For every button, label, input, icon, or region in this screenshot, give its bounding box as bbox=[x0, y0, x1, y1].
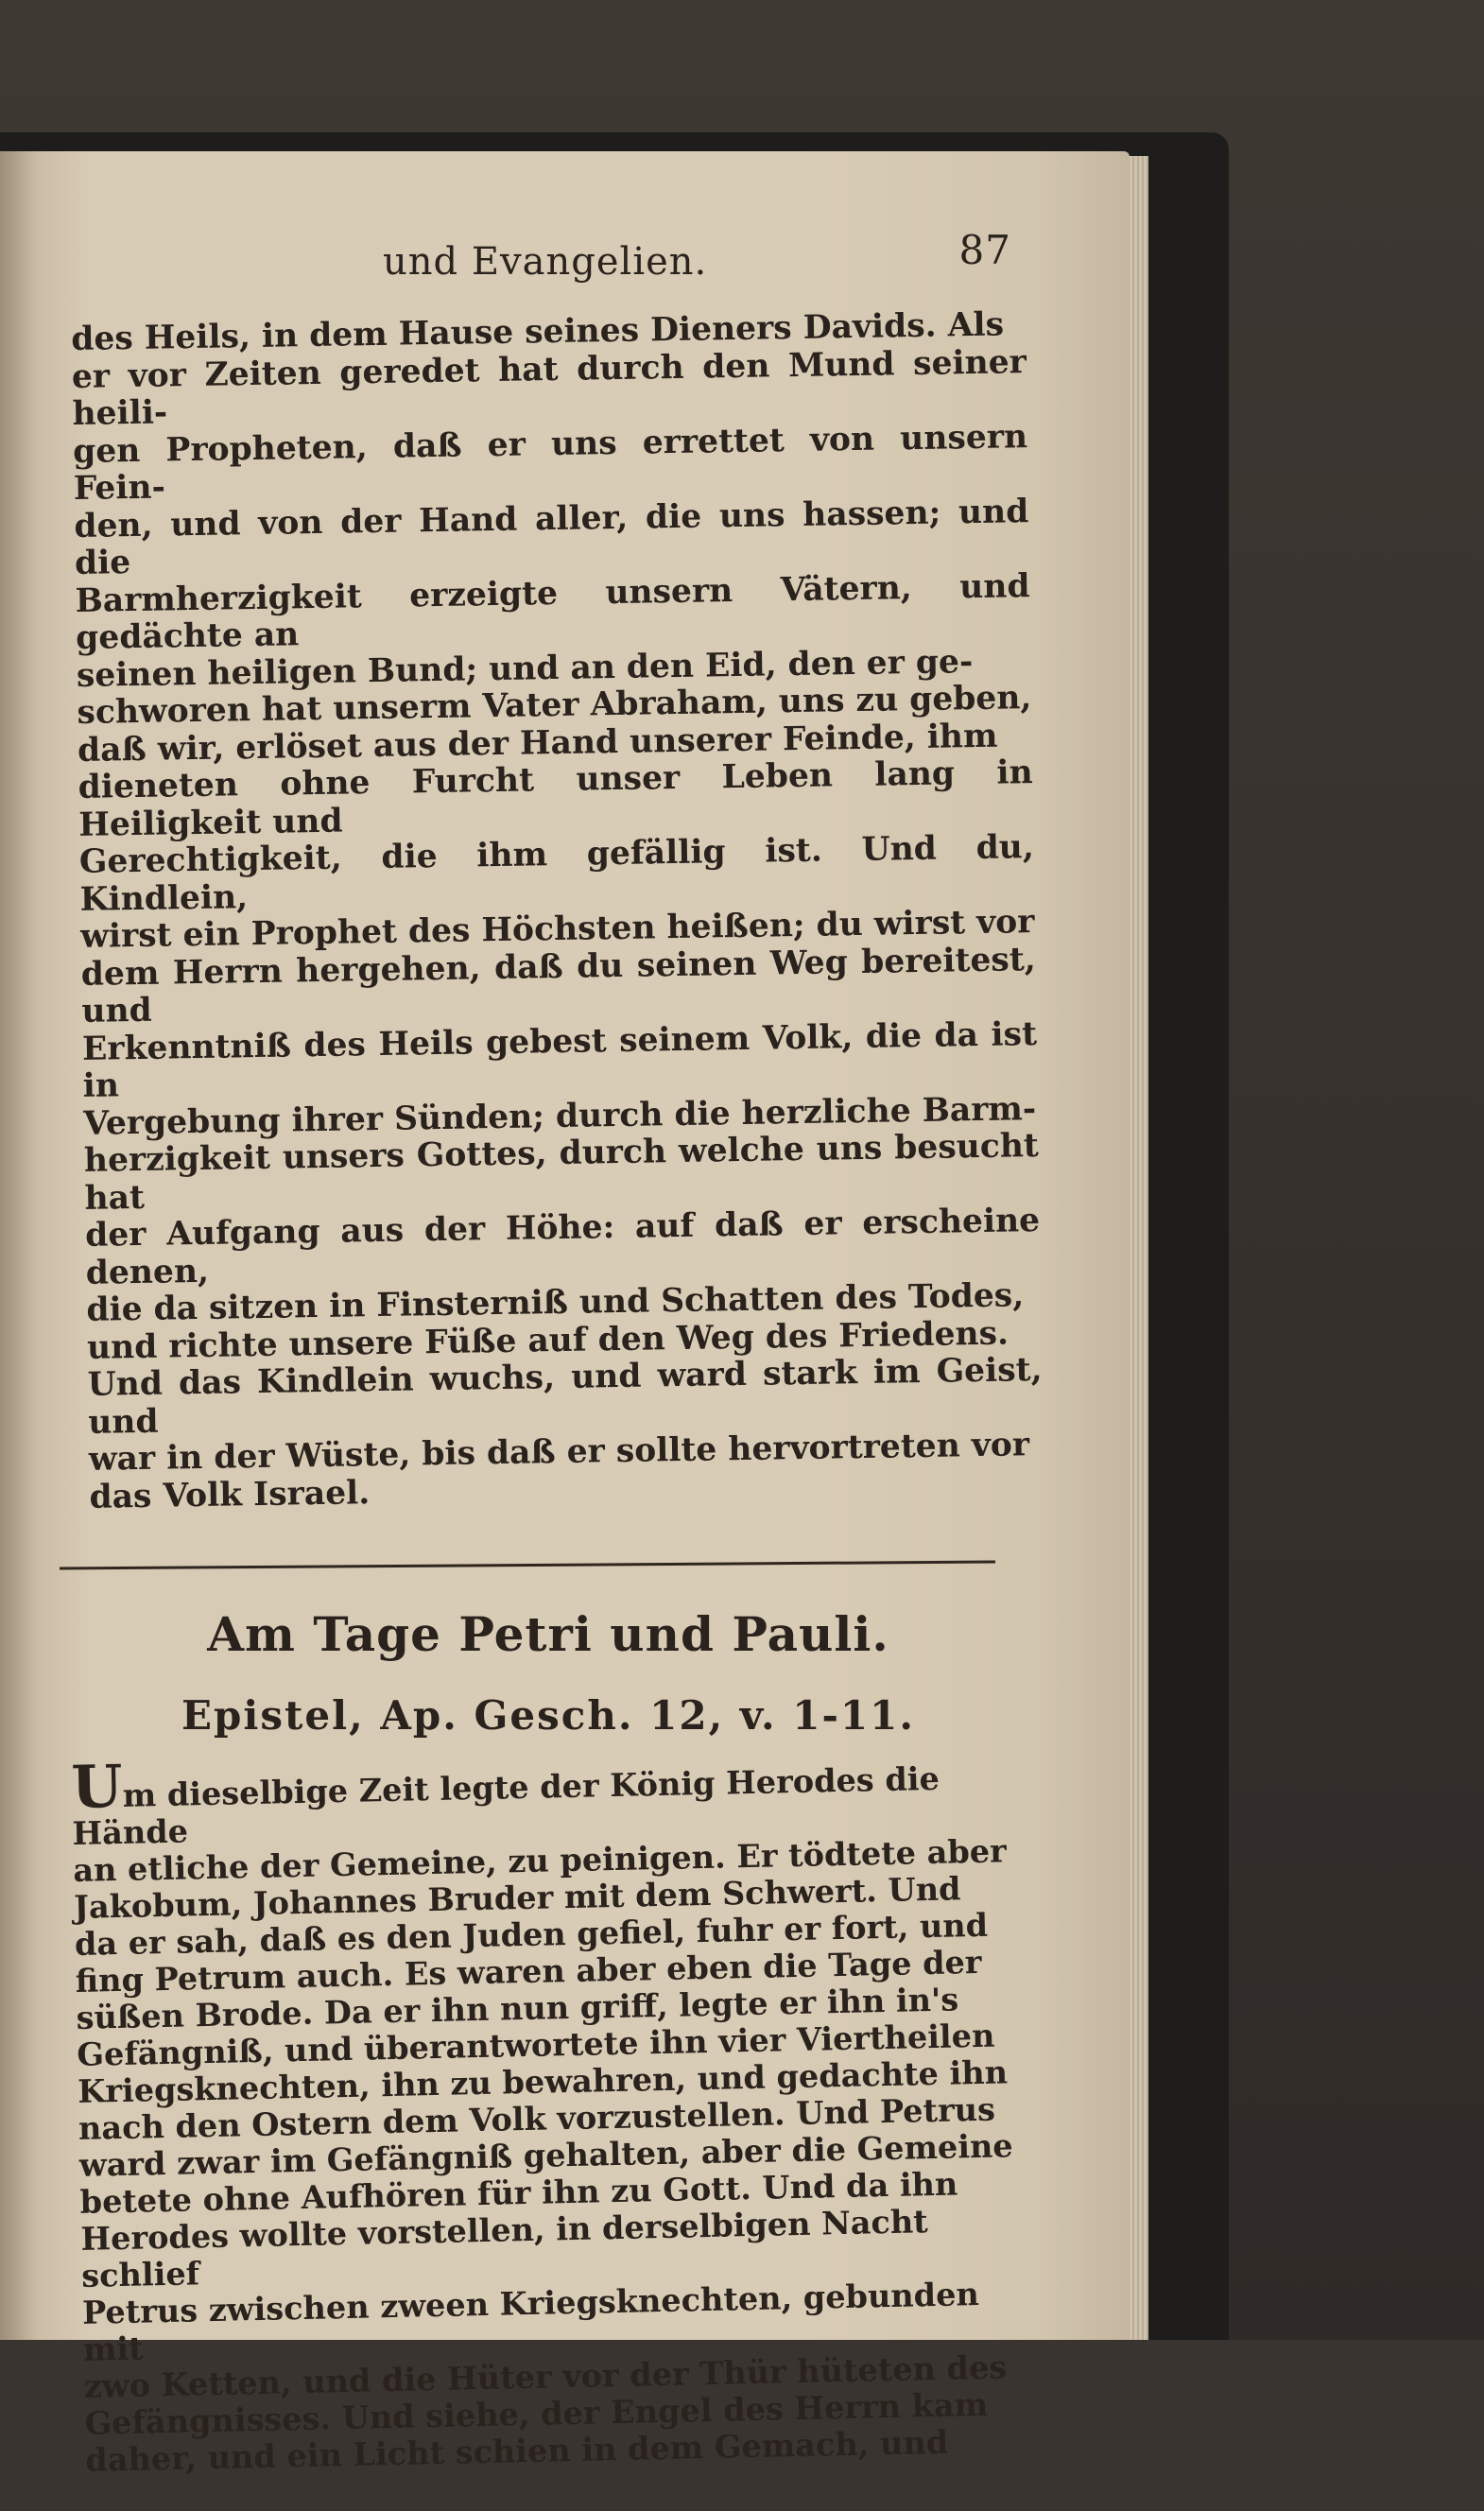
section-subtitle: Epistel, Ap. Gesch. 12, v. 1-11. bbox=[181, 1692, 915, 1739]
page-number: 87 bbox=[958, 227, 1011, 273]
gutter-shadow bbox=[0, 151, 38, 2340]
running-head bbox=[71, 227, 1026, 293]
section-divider bbox=[60, 1561, 995, 1570]
running-head-title: und Evangelien. bbox=[383, 240, 708, 284]
top-paragraph: des Heils, in dem Hause seines Dieners Davids. Als er vor Zeiten geredet hat durch den Mund seiner heili- gen Propheten, daß er uns errettet von unsern Fein- den, und von der Hand aller, die uns hassen; und die Barmherzigkeit erzeigte unsern Vätern, und gedächte an seinen heiligen Bund; und an den Eid, den er ge- schworen hat unserm Vater Abraham, uns zu geben, daß wir, erlöset aus der Hand unserer Feinde, ihm dieneten ohne Furcht unser Leben lang in Heiligkeit und Gerechtigkeit, die ihm gefällig ist. Und du, Kindlein, wirst ein Prophet des Höchsten heißen; du wirst vor dem Herrn hergehen, daß du seinen Weg bereitest, und Erkenntniß des Heils gebest seinem Volk, die da ist in Vergebung ihrer Sünden; durch die herzliche Barm- herzigkeit unsers Gottes, durch welche uns besucht hat der Aufgang aus der Höhe: auf daß er erscheine denen, die da sitzen in Finsterniß und Schatten des Todes, und richte unsere Füße auf den Weg des Friedens. Und das Kindlein wuchs, und ward stark im Geist, und war in der Wüste, bis daß er sollte hervortreten vor das Volk Israel. bbox=[70, 305, 1043, 1516]
page-content bbox=[70, 227, 1043, 2511]
bottom-paragraph bbox=[71, 1745, 1041, 2479]
section-title: Am Tage Petri und Pauli. bbox=[207, 1606, 889, 1662]
drop-capital: U bbox=[70, 1751, 124, 1822]
bottom-paragraph-text: m dieselbige Zeit legte der König Herodes die Hände an etliche der Gemeine, zu peinigen. Er tödtete aber Jakobum, Johannes Bruder mit dem Schwert. Und da er sah, daß es den Juden gefiel, fuhr er fort, und fing Petrum auch. Es waren aber eben die Tage der süßen Brode. Da er ihn nun griff, legte er ihn in's Gefängniß, und überantwortete ihn vier Viertheilen Kriegsknechten, ihn zu bewahren, und gedachte ihn nach den Ostern dem Volk vorzustellen. Und Petrus ward zwar im Gefängniß gehalten, aber die Gemeine betete ohne Aufhören für ihn zu Gott. Und da ihn Herodes wollte vorstellen, in derselbigen Nacht schlief Petrus zwischen zween Kriegsknechten, gebunden mit zwo Ketten, und die Hüter vor der Thür hüteten des Gefängnisses. Und siehe, der Engel des Herrn kam daher, und ein Licht schien in dem Gemach, und bbox=[72, 1759, 1014, 2479]
